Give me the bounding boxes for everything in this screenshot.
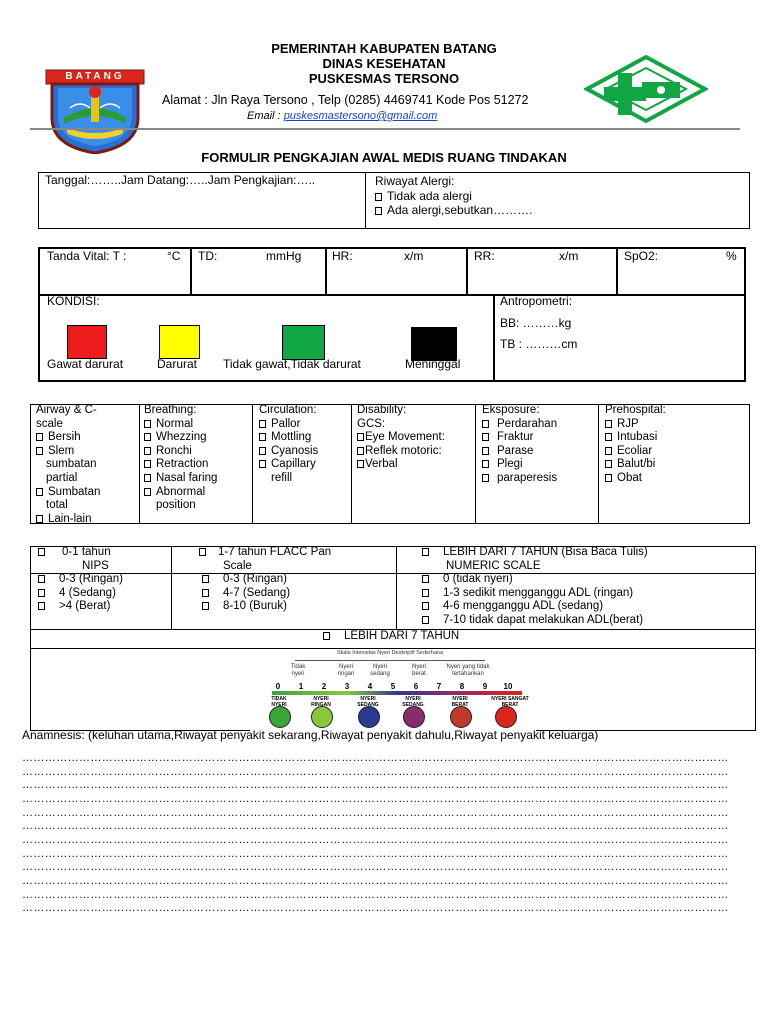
kondisi-label-tidak-gawat: Tidak gawat,Tidak darurat — [223, 357, 361, 371]
circulation-text: refill — [271, 471, 293, 484]
kondisi-label-gawat: Gawat darurat — [47, 357, 124, 371]
anamnesis-line[interactable]: …………………………………………………………………………………………………………………………………………………………………… — [22, 902, 729, 914]
checkbox-icon[interactable] — [605, 433, 612, 441]
pain-option[interactable]: 4-6 mengganggu ADL (sedang) — [422, 600, 643, 614]
checkbox-icon[interactable] — [422, 548, 429, 556]
checkbox-icon[interactable] — [422, 616, 429, 624]
checkbox-icon[interactable] — [259, 460, 266, 468]
anamnesis-line[interactable]: …………………………………………………………………………………………………………………………………………………………………… — [22, 834, 729, 846]
disability-option[interactable]: Eye Movement: — [357, 431, 445, 445]
header-government: PEMERINTAH KABUPATEN BATANG — [271, 41, 497, 56]
tb-field[interactable]: TB : ………cm — [500, 337, 578, 351]
pain-option[interactable]: 8-10 (Buruk) — [202, 600, 290, 614]
scale-number: 2 — [321, 682, 327, 691]
header-address: Alamat : Jln Raya Tersono , Telp (0285) 4469741 Kode Pos 51272 — [162, 93, 529, 107]
checkbox-icon[interactable] — [605, 420, 612, 428]
face-label: NYERI SEDANG — [357, 696, 379, 708]
pain-intensity-scale — [250, 649, 536, 731]
anamnesis-line[interactable]: …………………………………………………………………………………………………………………………………………………………………… — [22, 807, 729, 819]
pain-nips-header: 0-1 tahun NIPS — [58, 546, 111, 573]
kondisi-title: KONDISI: — [47, 294, 100, 308]
kondisi-color-green[interactable] — [282, 325, 325, 360]
pain-option[interactable]: 0-3 (Ringan) — [38, 573, 123, 587]
td-label: TD: — [198, 249, 218, 263]
anamnesis-line[interactable]: …………………………………………………………………………………………………………………………………………………………………… — [22, 848, 729, 860]
scale-number: 0 — [275, 682, 281, 691]
gcs-label: GCS: — [357, 417, 386, 430]
rr-unit: x/m — [559, 249, 579, 263]
eksposure-option[interactable]: Parase — [482, 445, 557, 459]
kondisi-label-meninggal: Meninggal — [405, 357, 461, 371]
pain-over7-option[interactable] — [323, 630, 459, 644]
form-title: FORMULIR PENGKAJIAN AWAL MEDIS RUANG TINDAKAN — [201, 150, 567, 165]
logo-text: BATANG — [65, 71, 125, 82]
airway-title: Airway & C- — [36, 404, 97, 416]
anamnesis-line[interactable]: …………………………………………………………………………………………………………………………………………………………………… — [22, 875, 729, 887]
checkbox-icon[interactable] — [357, 460, 364, 468]
airway-text: total — [46, 499, 68, 512]
face-icon-tidak-nyeri — [269, 706, 291, 728]
pain-nips-options — [38, 573, 123, 614]
airway-option-bersih[interactable]: Bersih — [36, 431, 100, 445]
breathing-option[interactable]: Abnormal — [144, 486, 217, 500]
eksposure-title: Eksposure: — [482, 404, 540, 416]
checkbox-icon[interactable] — [605, 474, 612, 482]
prehospital-option[interactable]: Intubasi — [605, 431, 666, 445]
eksposure-option[interactable]: paraperesis — [482, 472, 557, 486]
pain-option[interactable]: 7-10 tidak dapat melakukan ADL(berat) — [422, 614, 643, 628]
scale-top-label: Tidak nyeri — [290, 664, 306, 677]
breathing-column — [144, 404, 217, 513]
checkbox-icon[interactable] — [422, 575, 429, 583]
header-department: DINAS KESEHATAN — [322, 56, 446, 71]
checkbox-icon[interactable] — [259, 447, 266, 455]
scale-number: 8 — [459, 682, 465, 691]
pain-option[interactable]: 4-7 (Sedang) — [202, 587, 290, 601]
eksposure-option[interactable]: Fraktur — [482, 431, 557, 445]
eksposure-option[interactable]: Plegi — [482, 458, 557, 472]
face-label: NYERI SEDANG — [402, 696, 424, 708]
checkbox-icon[interactable] — [36, 447, 43, 455]
checkbox-icon[interactable] — [482, 433, 489, 441]
checkbox-icon[interactable] — [144, 433, 151, 441]
circulation-title: Circulation: — [259, 404, 317, 416]
face-icon-nyeri-sangat-berat — [495, 706, 517, 728]
checkbox-icon[interactable] — [259, 433, 266, 441]
checkbox-icon[interactable] — [36, 515, 43, 523]
anamnesis-line[interactable]: …………………………………………………………………………………………………………………………………………………………………… — [22, 752, 729, 764]
scale-gradient-bar — [272, 691, 522, 695]
disability-title: Disability: — [357, 404, 407, 416]
checkbox-icon[interactable] — [36, 488, 43, 496]
kondisi-label-darurat: Darurat — [157, 357, 198, 371]
checkbox-icon[interactable] — [36, 433, 43, 441]
kondisi-color-red[interactable] — [67, 325, 107, 359]
scale-top-label: Nyeri sedang — [370, 664, 390, 677]
pain-option[interactable]: 4 (Sedang) — [38, 587, 123, 601]
pain-option[interactable]: 0 (tidak nyeri) — [422, 573, 643, 587]
anamnesis-line[interactable]: …………………………………………………………………………………………………………………………………………………………………… — [22, 779, 729, 791]
scale-number: 9 — [482, 682, 488, 691]
checkbox-icon[interactable] — [323, 632, 330, 640]
checkbox-icon[interactable] — [202, 589, 209, 597]
checkbox-icon[interactable] — [38, 548, 45, 556]
header-divider — [30, 128, 740, 130]
face-icon-nyeri-sedang — [358, 706, 380, 728]
prehospital-option[interactable]: Obat — [605, 472, 666, 486]
checkbox-icon[interactable] — [202, 575, 209, 583]
pain-option[interactable]: 0-3 (Ringan) — [202, 573, 290, 587]
airway-option-lain[interactable]: Lain-lain — [36, 513, 100, 527]
kondisi-color-yellow[interactable] — [159, 325, 200, 359]
bb-field[interactable]: BB: ………kg — [500, 316, 572, 330]
eksposure-column — [482, 404, 557, 486]
scale-number: 5 — [390, 682, 396, 691]
header-email-line — [247, 110, 437, 123]
anamnesis-line[interactable]: …………………………………………………………………………………………………………………………………………………………………… — [22, 889, 729, 901]
scale-number: 4 — [367, 682, 373, 691]
anamnesis-line[interactable]: …………………………………………………………………………………………………………………………………………………………………… — [22, 820, 729, 832]
scale-number: 7 — [436, 682, 442, 691]
email-link[interactable]: puskesmastersono@gmail.com — [283, 110, 438, 122]
checkbox-icon[interactable] — [375, 193, 382, 201]
face-label: TIDAK NYERI — [271, 696, 287, 708]
disability-option[interactable]: Verbal — [357, 458, 445, 472]
checkbox-icon[interactable] — [482, 460, 489, 468]
face-icon-nyeri-ringan — [311, 706, 333, 728]
scale-number: 3 — [344, 682, 350, 691]
breathing-title: Breathing: — [144, 404, 197, 416]
anamnesis-line[interactable]: …………………………………………………………………………………………………………………………………………………………………… — [22, 766, 729, 778]
checkbox-icon[interactable] — [38, 575, 45, 583]
checkbox-icon[interactable] — [144, 460, 151, 468]
checkbox-icon[interactable] — [482, 474, 489, 482]
checkbox-icon[interactable] — [38, 602, 45, 610]
breathing-option[interactable]: Normal — [144, 418, 217, 432]
pain-numeric-options — [422, 573, 643, 627]
airway-text: sumbatan — [46, 458, 97, 471]
allergy-none-label: Tidak ada alergi — [387, 188, 472, 203]
breathing-option[interactable]: Ronchi — [144, 445, 217, 459]
prehospital-title: Prehospital: — [605, 404, 666, 416]
checkbox-icon[interactable] — [482, 420, 489, 428]
spo2-unit: % — [726, 249, 737, 263]
checkbox-icon[interactable] — [144, 488, 151, 496]
hr-unit: x/m — [404, 249, 424, 263]
prehospital-option[interactable]: Ecoliar — [605, 445, 666, 459]
circulation-option[interactable]: Capillary — [259, 458, 318, 472]
checkbox-icon[interactable] — [38, 589, 45, 597]
checkbox-icon[interactable] — [199, 548, 206, 556]
pain-option[interactable]: 1-3 sedikit mengganggu ADL (ringan) — [422, 587, 643, 601]
antropometri-title: Antropometri: — [500, 294, 573, 308]
circulation-option[interactable]: Pallor — [259, 418, 318, 432]
pain-flacc-options — [202, 573, 290, 614]
allergy-none-option[interactable] — [375, 189, 532, 204]
scale-top-label: Nyeri berat — [411, 664, 426, 677]
airway-option-slem[interactable]: Slem — [36, 445, 100, 459]
prehospital-column — [605, 404, 666, 486]
temperature-unit: °C — [167, 249, 181, 263]
allergy-yes-option[interactable] — [375, 203, 532, 218]
scale-top-label: Nyeri ringan — [337, 664, 355, 677]
airway-column — [36, 404, 100, 526]
checkbox-icon[interactable] — [259, 420, 266, 428]
scale-title: Skala Intensitas Nyeri Deskriptif Sederhana — [336, 650, 444, 656]
face-icon-nyeri-sedang-2 — [403, 706, 425, 728]
face-icon-nyeri-berat — [450, 706, 472, 728]
circulation-option[interactable]: Mottling — [259, 431, 318, 445]
pain-flacc-header: 1-7 tahun FLACC Pan Scale — [203, 546, 331, 573]
checkbox-icon[interactable] — [605, 460, 612, 468]
disability-column — [357, 404, 445, 472]
scale-number: 6 — [413, 682, 419, 691]
checkbox-icon[interactable] — [422, 602, 429, 610]
checkbox-icon[interactable] — [144, 447, 151, 455]
scale-number: 10 — [503, 682, 513, 691]
spo2-label: SpO2: — [624, 249, 659, 263]
eksposure-option[interactable]: Perdarahan — [482, 418, 557, 432]
pain-numeric-header: LEBIH DARI 7 TAHUN (Bisa Baca Tulis) NUMERIC SCALE — [422, 546, 648, 573]
email-label: Email : — [247, 110, 284, 122]
anamnesis-line[interactable]: …………………………………………………………………………………………………………………………………………………………………… — [22, 861, 729, 873]
breathing-option[interactable]: Whezzing — [144, 431, 217, 445]
checkbox-icon[interactable] — [144, 420, 151, 428]
checkbox-icon[interactable] — [357, 447, 364, 455]
breathing-option[interactable]: Nasal faring — [144, 472, 217, 486]
airway-option-sumbatan-total[interactable]: Sumbatan — [36, 486, 100, 500]
pain-option[interactable]: >4 (Berat) — [38, 600, 123, 614]
prehospital-option[interactable]: Balut/bi — [605, 458, 666, 472]
scale-number: 1 — [298, 682, 304, 691]
temperature-label: Tanda Vital: T : — [47, 249, 127, 263]
date-line[interactable]: Tanggal:……..Jam Datang:…..Jam Pengkajian:….. — [45, 173, 316, 187]
anamnesis-title: Anamnesis: (keluhan utama,Riwayat penyakit sekarang,Riwayat penyakit dahulu,Riwayat penyakit keluarga) — [22, 728, 599, 742]
airway-text: partial — [46, 471, 78, 484]
header-puskesmas: PUSKESMAS TERSONO — [308, 71, 460, 86]
face-label: NYERI SANGAT BERAT — [491, 696, 529, 708]
checkbox-icon[interactable] — [375, 207, 382, 215]
checkbox-icon[interactable] — [357, 433, 364, 441]
breathing-option[interactable]: Retraction — [144, 458, 217, 472]
checkbox-icon[interactable] — [482, 447, 489, 455]
anamnesis-line[interactable]: …………………………………………………………………………………………………………………………………………………………………… — [22, 793, 729, 805]
scale-top-label: Nyeri yang tidak tertahankan — [446, 664, 490, 677]
rr-label: RR: — [474, 249, 495, 263]
allergy-yes-label: Ada alergi,sebutkan………. — [387, 203, 533, 217]
checkbox-icon[interactable] — [605, 447, 612, 455]
circulation-option[interactable]: Cyanosis — [259, 445, 318, 459]
breathing-text: position — [156, 499, 196, 512]
allergy-title: Riwayat Alergi: — [375, 174, 455, 188]
td-unit: mmHg — [266, 249, 302, 263]
face-label: NYERI BERAT — [451, 696, 469, 708]
vitals-section — [38, 247, 746, 382]
checkbox-icon[interactable] — [422, 589, 429, 597]
pain-over7-label: LEBIH DARI 7 TAHUN — [344, 630, 460, 642]
prehospital-option[interactable]: RJP — [605, 418, 666, 432]
hr-label: HR: — [332, 249, 353, 263]
circulation-column — [259, 404, 318, 486]
face-label: NYERI RINGAN — [311, 696, 331, 708]
disability-option[interactable]: Reflek motoric: — [357, 445, 445, 459]
kondisi-color-black[interactable] — [411, 327, 457, 361]
checkbox-icon[interactable] — [202, 602, 209, 610]
airway-title-2: scale — [36, 417, 63, 430]
checkbox-icon[interactable] — [144, 474, 151, 482]
